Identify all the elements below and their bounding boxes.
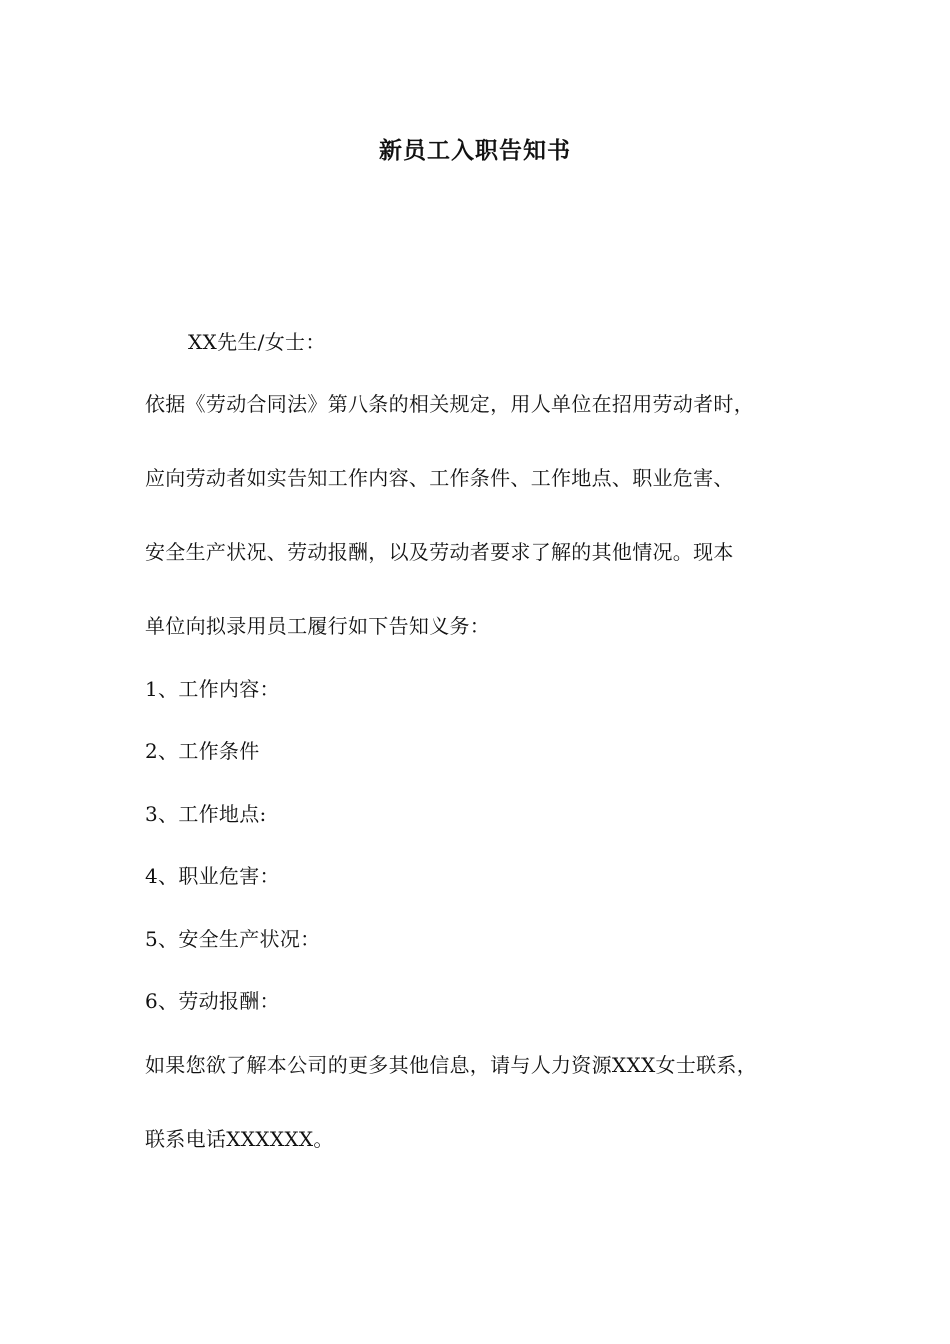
intro-line-2: 应向劳动者如实告知工作内容、工作条件、工作地点、职业危害、 — [145, 466, 734, 490]
closing-line-2: 联系电话XXXXXX。 — [145, 1127, 334, 1151]
greeting-line: XX先生/女士： — [188, 330, 326, 354]
intro-line-3: 安全生产状况、劳动报酬，以及劳动者要求了解的其他情况。现本 — [145, 540, 734, 564]
list-item-work-conditions: 2、工作条件 — [145, 739, 260, 763]
list-item-safety-status: 5、安全生产状况： — [145, 927, 321, 951]
intro-line-1: 依据《劳动合同法》第八条的相关规定，用人单位在招用劳动者时， — [145, 392, 754, 416]
list-item-remuneration: 6、劳动报酬： — [145, 989, 280, 1013]
document-title: 新员工入职告知书 — [379, 137, 571, 164]
closing-line-1: 如果您欲了解本公司的更多其他信息，请与人力资源XXX女士联系， — [145, 1053, 758, 1077]
intro-line-4: 单位向拟录用员工履行如下告知义务： — [145, 614, 491, 638]
list-item-work-location: 3、工作地点: — [145, 802, 267, 826]
list-item-work-content: 1、工作内容： — [145, 677, 280, 701]
list-item-occupational-hazards: 4、职业危害： — [145, 864, 280, 888]
